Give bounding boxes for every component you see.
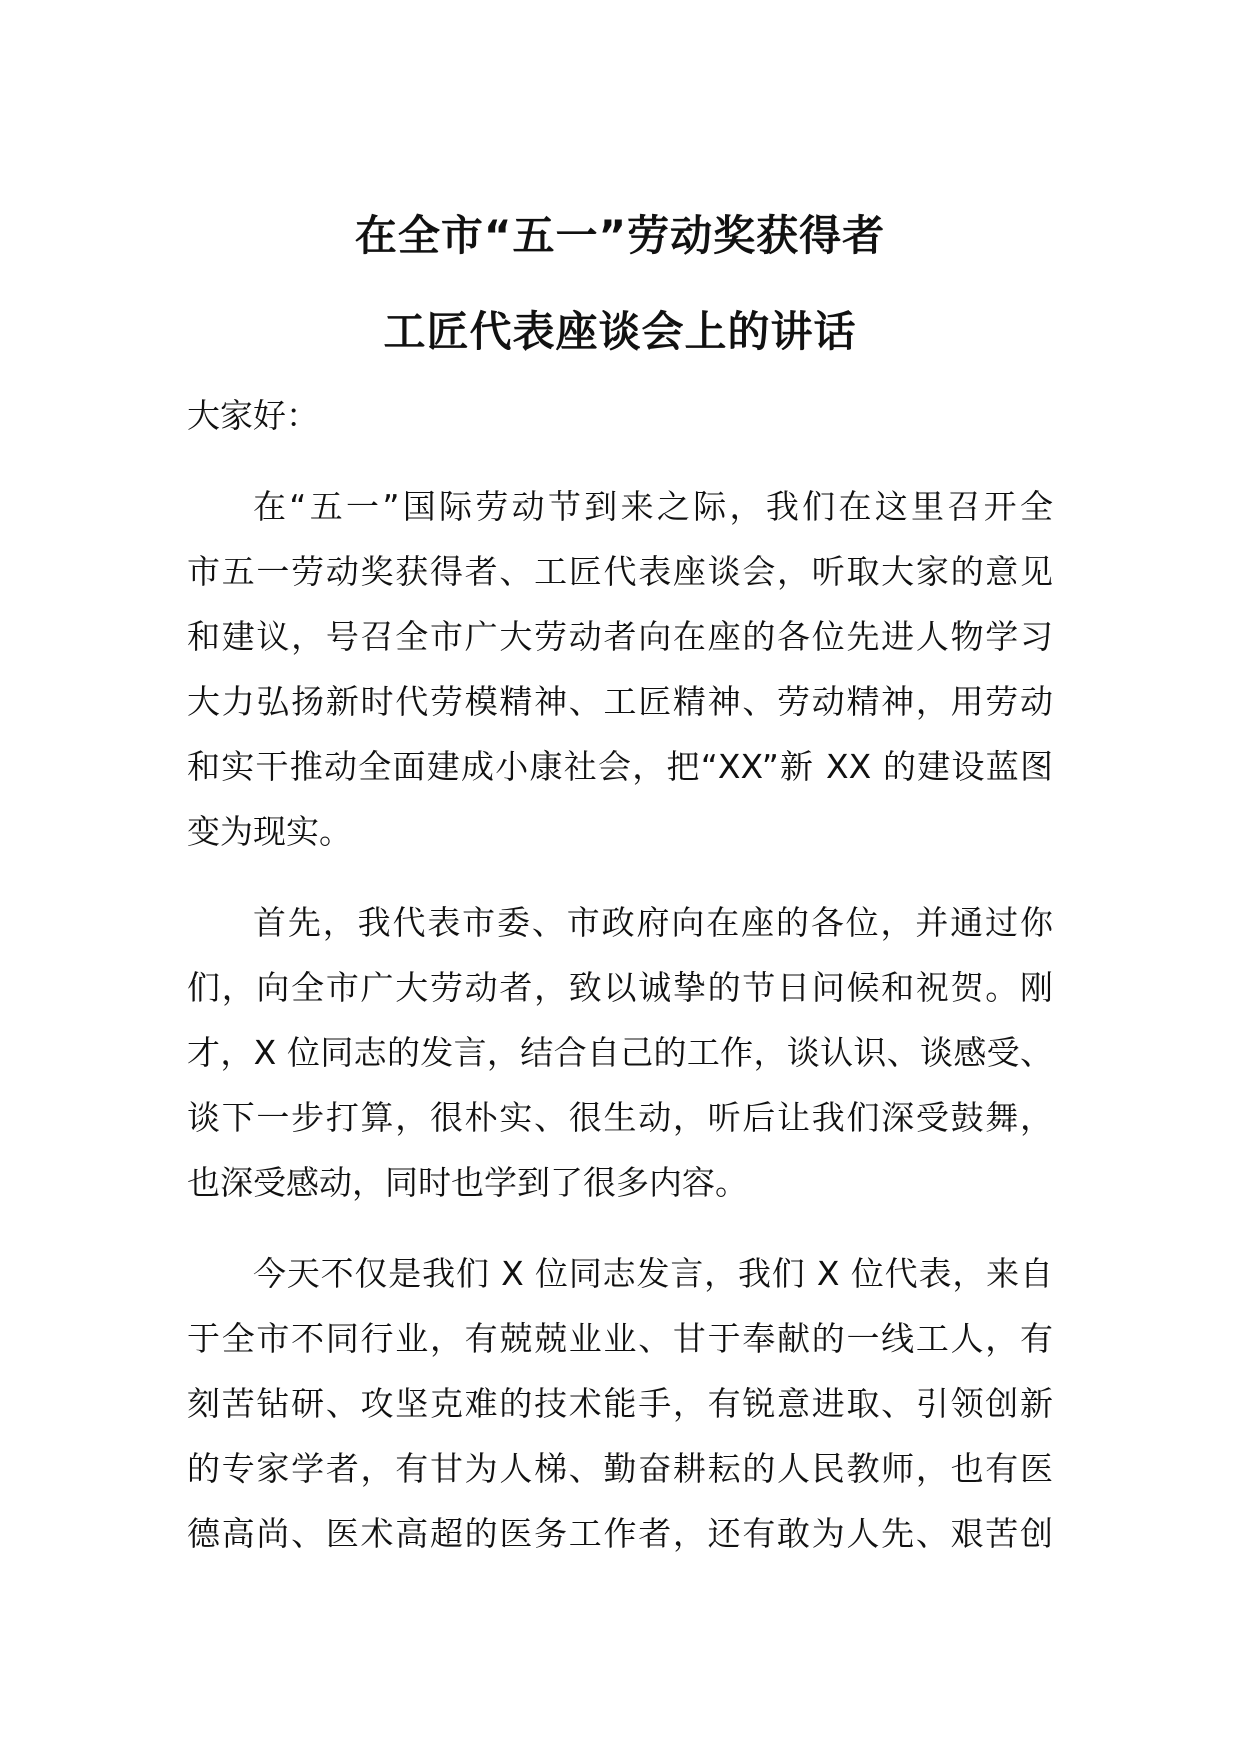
paragraph-line: 大力弘扬新时代劳模精神、工匠精神、劳动精神，用劳动 [187,682,1053,721]
paragraph-3 [187,1241,1053,1566]
title-line-2: 工匠代表座谈会上的讲话 [383,307,857,356]
paragraph-line: 和建议，号召全市广大劳动者向在座的各位先进人物学习 [187,617,1053,656]
paragraph-line: 的专家学者，有甘为人梯、勤奋耕耘的人民教师，也有医 [187,1449,1053,1488]
paragraph-line: 市五一劳动奖获得者、工匠代表座谈会，听取大家的意见 [187,552,1053,591]
paragraph-line: 今天不仅是我们 X 位同志发言，我们 X 位代表，来自 [253,1254,1053,1293]
paragraph-line: 变为现实。 [187,812,352,851]
paragraph-2 [187,890,1053,1215]
paragraph-line: 才，X 位同志的发言，结合自己的工作，谈认识、谈感受、 [187,1033,1053,1072]
paragraph-line: 在“五一”国际劳动节到来之际，我们在这里召开全 [253,487,1053,526]
paragraph-1 [187,474,1053,864]
document-title [0,188,1240,380]
paragraph-line: 和实干推动全面建成小康社会，把“XX”新 XX 的建设蓝图 [187,747,1053,786]
title-line-1: 在全市“五一”劳动奖获得者 [354,211,886,260]
paragraph-line: 们，向全市广大劳动者，致以诚挚的节日问候和祝贺。刚 [187,968,1053,1007]
paragraph-line: 谈下一步打算，很朴实、很生动，听后让我们深受鼓舞， [187,1098,1053,1137]
salutation: 大家好： [187,396,319,435]
document-body [187,384,1053,1592]
paragraph-line: 德高尚、医术高超的医务工作者，还有敢为人先、艰苦创 [187,1514,1053,1553]
paragraph-line: 刻苦钻研、攻坚克难的技术能手，有锐意进取、引领创新 [187,1384,1053,1423]
paragraph-line: 于全市不同行业，有兢兢业业、甘于奉献的一线工人，有 [187,1319,1053,1358]
paragraph-line: 首先，我代表市委、市政府向在座的各位，并通过你 [253,903,1053,942]
paragraph-line: 也深受感动，同时也学到了很多内容。 [187,1163,748,1202]
